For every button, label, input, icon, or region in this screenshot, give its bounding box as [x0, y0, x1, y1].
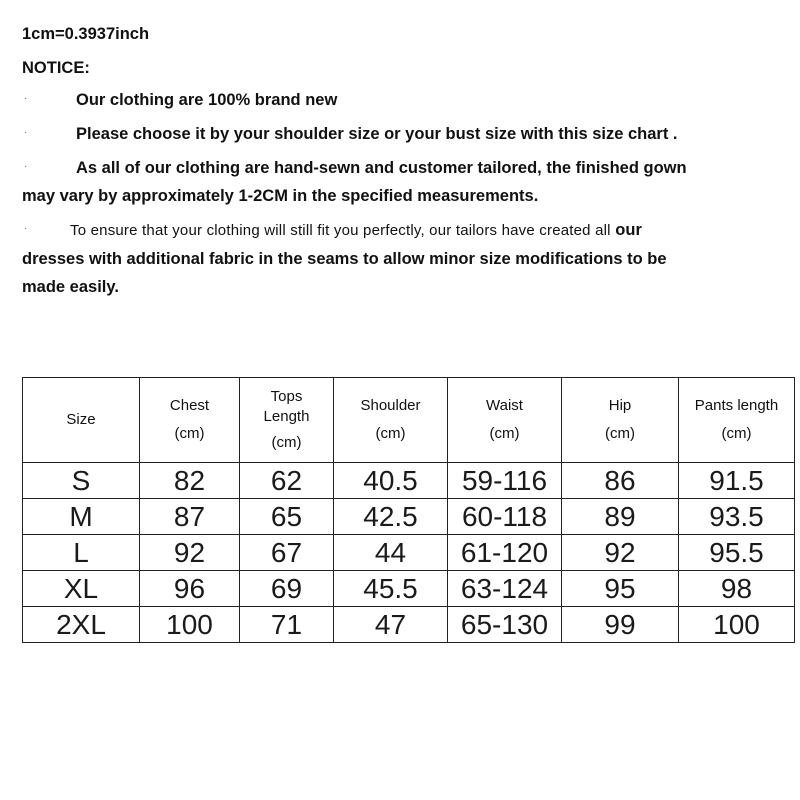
cell-pants-length: 98	[679, 571, 795, 607]
cell-pants-length: 100	[679, 607, 795, 643]
cell-pants-length: 95.5	[679, 535, 795, 571]
bullet-icon: ·	[24, 223, 28, 234]
notice-section	[22, 20, 782, 307]
header-pants-length: Pants length (cm)	[679, 378, 795, 463]
cell-shoulder: 44	[334, 535, 448, 571]
notice-item-4	[22, 216, 782, 301]
cell-pants-length: 93.5	[679, 499, 795, 535]
header-waist: Waist (cm)	[448, 378, 562, 463]
header-shoulder: Shoulder (cm)	[334, 378, 448, 463]
cell-tops-length: 69	[240, 571, 334, 607]
cell-tops-length: 65	[240, 499, 334, 535]
notice-text-continued: made easily.	[22, 278, 119, 296]
cell-chest: 100	[140, 607, 240, 643]
cell-tops-length: 71	[240, 607, 334, 643]
header-hip: Hip (cm)	[562, 378, 679, 463]
bullet-icon: ·	[24, 93, 28, 104]
cell-size: M	[23, 499, 140, 535]
table-row	[23, 535, 795, 571]
cell-tops-length: 67	[240, 535, 334, 571]
cell-chest: 82	[140, 463, 240, 499]
bullet-icon: ·	[24, 161, 28, 172]
bullet-icon: ·	[24, 127, 28, 138]
notice-text-continued: dresses with additional fabric in the seams to allow minor size modifications to be	[22, 250, 667, 268]
header-chest: Chest (cm)	[140, 378, 240, 463]
cell-chest: 96	[140, 571, 240, 607]
header-size: Size	[23, 378, 140, 463]
notice-text-end: our	[615, 221, 642, 239]
table-header-row	[23, 378, 795, 463]
cell-size: S	[23, 463, 140, 499]
header-tops-length: Tops Length (cm)	[240, 378, 334, 463]
cell-hip: 89	[562, 499, 679, 535]
notice-text: As all of our clothing are hand-sewn and customer tailored, the finished gown	[76, 159, 687, 177]
cell-chest: 87	[140, 499, 240, 535]
cell-hip: 95	[562, 571, 679, 607]
table-row	[23, 463, 795, 499]
cell-tops-length: 62	[240, 463, 334, 499]
conversion-note: 1cm=0.3937inch	[22, 25, 150, 43]
notice-text: Please choose it by your shoulder size or your bust size with this size chart .	[76, 125, 678, 143]
cell-shoulder: 40.5	[334, 463, 448, 499]
table-row	[23, 571, 795, 607]
notice-text-continued: may vary by approximately 1-2CM in the specified measurements.	[22, 187, 539, 205]
cell-shoulder: 42.5	[334, 499, 448, 535]
cell-waist: 63-124	[448, 571, 562, 607]
cell-waist: 60-118	[448, 499, 562, 535]
cell-shoulder: 45.5	[334, 571, 448, 607]
size-chart-table	[22, 377, 795, 643]
cell-hip: 99	[562, 607, 679, 643]
cell-waist: 59-116	[448, 463, 562, 499]
cell-size: 2XL	[23, 607, 140, 643]
notice-item-1	[22, 86, 782, 114]
cell-waist: 61-120	[448, 535, 562, 571]
table-row	[23, 499, 795, 535]
cell-shoulder: 47	[334, 607, 448, 643]
cell-chest: 92	[140, 535, 240, 571]
cell-size: L	[23, 535, 140, 571]
cell-hip: 92	[562, 535, 679, 571]
cell-hip: 86	[562, 463, 679, 499]
cell-waist: 65-130	[448, 607, 562, 643]
table-row	[23, 607, 795, 643]
notice-item-2	[22, 120, 782, 148]
notice-title: NOTICE:	[22, 59, 90, 77]
cell-pants-length: 91.5	[679, 463, 795, 499]
cell-size: XL	[23, 571, 140, 607]
notice-text: Our clothing are 100% brand new	[76, 91, 338, 109]
notice-item-3	[22, 154, 782, 210]
notice-text: To ensure that your clothing will still fit you perfectly, our tailors have created all	[70, 222, 611, 239]
